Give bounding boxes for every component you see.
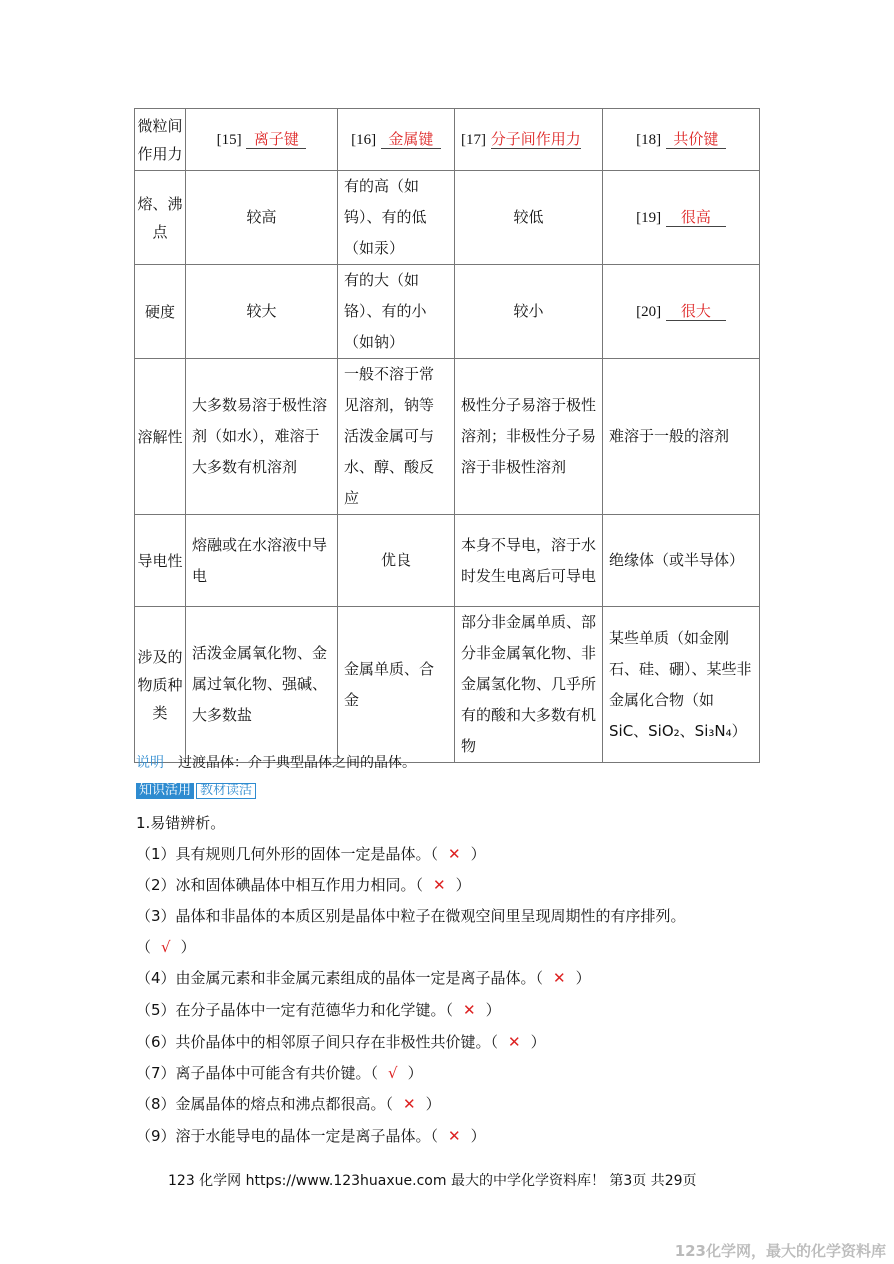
table-cell: 有的高（如钨）、有的低（如汞） — [338, 171, 455, 265]
row-header: 硬度 — [135, 265, 186, 359]
table-cell: 本身不导电，溶于水时发生电离后可导电 — [455, 515, 603, 607]
question-item: （ √ ） — [136, 938, 196, 956]
table-cell: 大多数易溶于极性溶剂（如水），难溶于大多数有机溶剂 — [186, 359, 338, 515]
question-item: （9）溶于水能导电的晶体一定是离子晶体。（ ✕ ） — [136, 1127, 486, 1145]
table-cell: 较小 — [455, 265, 603, 359]
note — [136, 752, 416, 772]
note-text: 过渡晶体：介于典型晶体之间的晶体。 — [178, 755, 416, 771]
section-tags — [136, 783, 256, 799]
answer-blank: 共价键 — [666, 130, 726, 149]
question-item: （6）共价晶体中的相邻原子间只存在非极性共价键。（ ✕ ） — [136, 1033, 546, 1051]
answer-mark: ✕ — [463, 1001, 476, 1019]
table-row — [135, 515, 760, 607]
question-item: （4）由金属元素和非金属元素组成的晶体一定是离子晶体。（ ✕ ） — [136, 969, 591, 987]
table-cell: [15] 离子键 — [186, 109, 338, 171]
answer-blank: 分子间作用力 — [490, 129, 581, 148]
table-cell: [19] 很高 — [603, 171, 760, 265]
crystal-comparison-table — [134, 108, 760, 763]
answer-mark: ✕ — [433, 876, 446, 894]
question-item: （8）金属晶体的熔点和沸点都很高。（ ✕ ） — [136, 1095, 441, 1113]
table-row — [135, 607, 760, 763]
question-item: （3）晶体和非晶体的本质区别是晶体中粒子在微观空间里呈现周期性的有序排列。 — [136, 907, 686, 925]
question-item: （7）离子晶体中可能含有共价键。（ √ ） — [136, 1064, 423, 1082]
answer-mark: ✕ — [448, 845, 461, 863]
row-header: 微粒间作用力 — [135, 109, 186, 171]
table-cell: 部分非金属单质、部分非金属氧化物、非金属氢化物、几乎所有的酸和大多数有机物 — [455, 607, 603, 763]
row-header: 溶解性 — [135, 359, 186, 515]
question-item: （2）冰和固体碘晶体中相互作用力相同。（ ✕ ） — [136, 876, 471, 894]
row-header: 涉及的物质种类 — [135, 607, 186, 763]
table-row — [135, 171, 760, 265]
table-cell: 较大 — [186, 265, 338, 359]
answer-mark: ✕ — [553, 969, 566, 987]
table-cell: [20] 很大 — [603, 265, 760, 359]
question-item: （5）在分子晶体中一定有范德华力和化学键。（ ✕ ） — [136, 1001, 501, 1019]
watermark: 123化学网，最大的化学资料库 — [674, 1242, 886, 1260]
table-cell: 优良 — [338, 515, 455, 607]
table-cell: 有的大（如铬）、有的小（如钠） — [338, 265, 455, 359]
tag-textbook: 教材读活 — [196, 783, 256, 799]
answer-blank: 很高 — [666, 208, 726, 227]
answer-mark: √ — [161, 938, 171, 956]
table-cell: 极性分子易溶于极性溶剂；非极性分子易溶于非极性溶剂 — [455, 359, 603, 515]
table-cell: 难溶于一般的溶剂 — [603, 359, 760, 515]
table-cell: 熔融或在水溶液中导电 — [186, 515, 338, 607]
table-cell: [17] 分子间作用力 — [455, 109, 603, 171]
note-label: 说明 — [136, 755, 164, 771]
table-cell: 较低 — [455, 171, 603, 265]
answer-mark: ✕ — [448, 1127, 461, 1145]
table-cell: [18] 共价键 — [603, 109, 760, 171]
table-cell: 较高 — [186, 171, 338, 265]
answer-mark: ✕ — [508, 1033, 521, 1051]
row-header: 导电性 — [135, 515, 186, 607]
table-cell: 某些单质（如金刚石、硅、硼）、某些非金属化合物（如SiC、SiO₂、Si₃N₄） — [603, 607, 760, 763]
table-row — [135, 265, 760, 359]
row-header: 熔、沸点 — [135, 171, 186, 265]
table-cell: 金属单质、合金 — [338, 607, 455, 763]
table-cell: 一般不溶于常见溶剂，钠等活泼金属可与水、醇、酸反应 — [338, 359, 455, 515]
table-cell: 活泼金属氧化物、金属过氧化物、强碱、大多数盐 — [186, 607, 338, 763]
table-cell: [16] 金属键 — [338, 109, 455, 171]
page-footer: 123 化学网 https://www.123huaxue.com 最大的中学化学资料库！ 第3页 共29页 — [168, 1173, 697, 1189]
answer-mark: √ — [388, 1064, 398, 1082]
answer-blank: 很大 — [666, 302, 726, 321]
answer-mark: ✕ — [403, 1095, 416, 1113]
answer-blank: 离子键 — [246, 130, 306, 149]
answer-blank: 金属键 — [381, 130, 441, 149]
table-row — [135, 109, 760, 171]
question-item: （1）具有规则几何外形的固体一定是晶体。（ ✕ ） — [136, 845, 486, 863]
table-row — [135, 359, 760, 515]
exercise-heading: 1.易错辨析。 — [136, 814, 226, 832]
table-cell: 绝缘体（或半导体） — [603, 515, 760, 607]
tag-knowledge: 知识活用 — [136, 783, 194, 799]
